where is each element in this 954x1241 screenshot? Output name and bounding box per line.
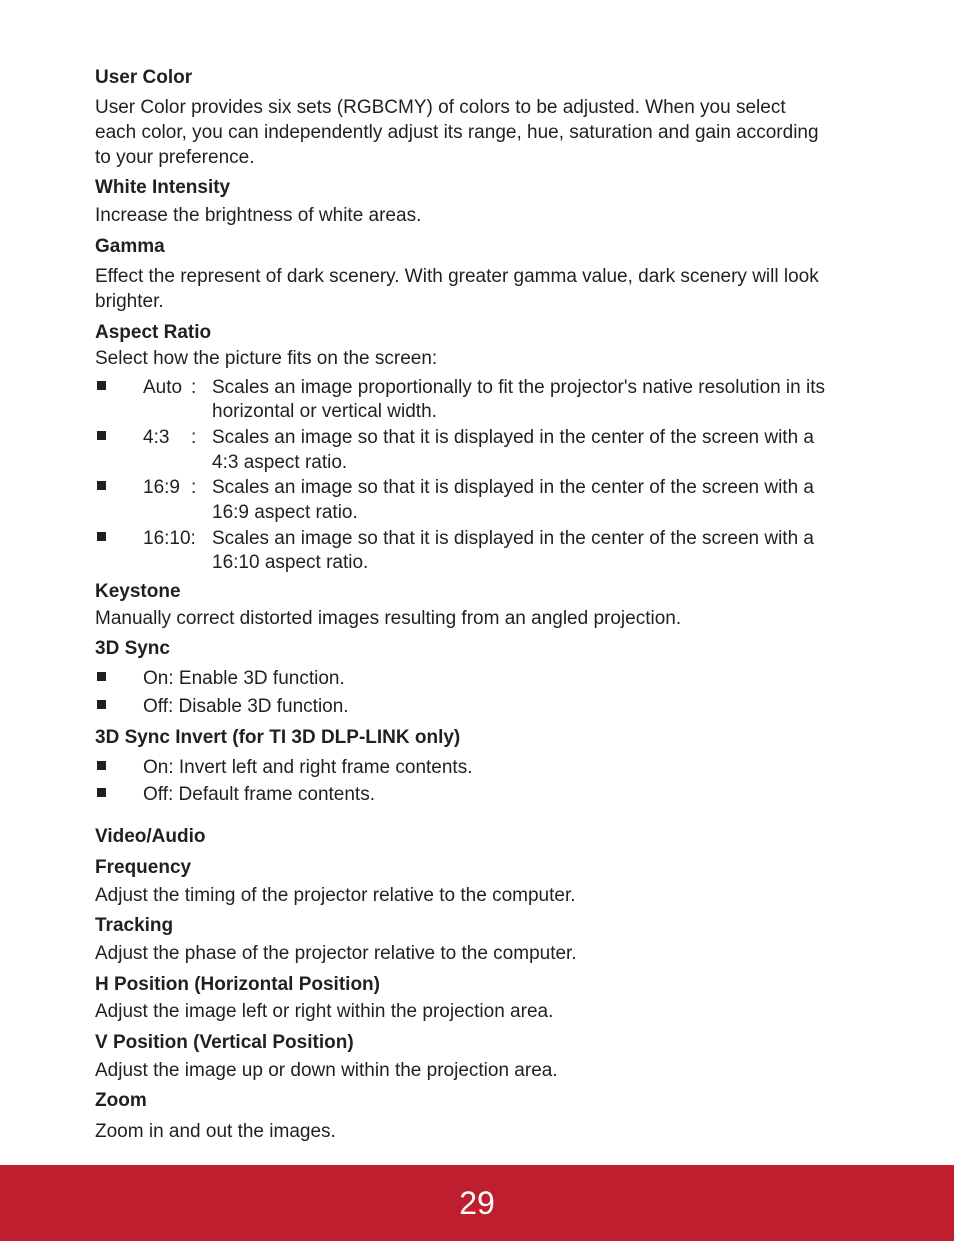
3d-sync-item: On: Enable 3D function. <box>143 668 345 689</box>
h-position-text: Adjust the image left or right within the projection area. <box>95 1001 554 1022</box>
3d-sync-item: Off: Disable 3D function. <box>143 696 349 717</box>
aspect-ratio-intro: Select how the picture fits on the screen: <box>95 348 438 369</box>
aspect-item-separator: : <box>191 427 197 448</box>
aspect-item-desc-line-1: Scales an image so that it is displayed in the center of the screen with a <box>212 528 814 549</box>
heading-zoom: Zoom <box>95 1090 147 1111</box>
heading-tracking: Tracking <box>95 915 174 936</box>
heading-white-intensity: White Intensity <box>95 177 231 198</box>
heading-3d-sync: 3D Sync <box>95 638 170 659</box>
user-color-line-3: to your preference. <box>95 147 255 168</box>
aspect-item-label: Auto <box>143 377 183 398</box>
gamma-line-2: brighter. <box>95 291 164 312</box>
white-intensity-text: Increase the brightness of white areas. <box>95 205 422 226</box>
heading-video-audio: Video/Audio <box>95 826 206 847</box>
gamma-line-1: Effect the represent of dark scenery. With greater gamma value, dark scenery will look <box>95 266 819 287</box>
user-color-line-1: User Color provides six sets (RGBCMY) of colors to be adjusted. When you select <box>95 97 786 118</box>
aspect-item-label: 16:9 <box>143 477 180 498</box>
aspect-item-label: 4:3 <box>143 427 170 448</box>
bullet-icon <box>97 481 106 490</box>
bullet-icon <box>97 672 106 681</box>
bullet-icon <box>97 381 106 390</box>
v-position-text: Adjust the image up or down within the projection area. <box>95 1060 558 1081</box>
heading-gamma: Gamma <box>95 236 165 257</box>
bullet-icon <box>97 700 106 709</box>
heading-keystone: Keystone <box>95 581 181 602</box>
aspect-item-desc-line-1: Scales an image so that it is displayed in the center of the screen with a <box>212 427 814 448</box>
frequency-text: Adjust the timing of the projector relative to the computer. <box>95 885 576 906</box>
aspect-item-desc-line-1: Scales an image so that it is displayed in the center of the screen with a <box>212 477 814 498</box>
heading-3d-sync-invert: 3D Sync Invert (for TI 3D DLP-LINK only) <box>95 727 461 748</box>
3d-sync-invert-item: Off: Default frame contents. <box>143 784 375 805</box>
aspect-item-desc-line-2: horizontal or vertical width. <box>212 401 437 422</box>
aspect-item-label: 16:10: <box>143 528 196 549</box>
user-color-line-2: each color, you can independently adjust its range, hue, saturation and gain according <box>95 122 819 143</box>
heading-aspect-ratio: Aspect Ratio <box>95 322 212 343</box>
heading-user-color: User Color <box>95 67 193 88</box>
page-number: 29 <box>459 1185 495 1221</box>
tracking-text: Adjust the phase of the projector relative to the computer. <box>95 943 577 964</box>
aspect-item-separator: : <box>191 377 197 398</box>
zoom-text: Zoom in and out the images. <box>95 1121 336 1142</box>
heading-h-position: H Position (Horizontal Position) <box>95 974 380 995</box>
aspect-item-separator: : <box>191 477 197 498</box>
aspect-item-desc-line-2: 16:9 aspect ratio. <box>212 502 358 523</box>
bullet-icon <box>97 431 106 440</box>
3d-sync-invert-item: On: Invert left and right frame contents. <box>143 757 473 778</box>
heading-frequency: Frequency <box>95 857 192 878</box>
bullet-icon <box>97 532 106 541</box>
heading-v-position: V Position (Vertical Position) <box>95 1032 354 1053</box>
bullet-icon <box>97 788 106 797</box>
keystone-text: Manually correct distorted images resulting from an angled projection. <box>95 608 682 629</box>
aspect-item-desc-line-2: 16:10 aspect ratio. <box>212 552 369 573</box>
aspect-item-desc-line-1: Scales an image proportionally to fit the projector's native resolution in its <box>212 377 826 398</box>
aspect-item-desc-line-2: 4:3 aspect ratio. <box>212 452 348 473</box>
bullet-icon <box>97 761 106 770</box>
